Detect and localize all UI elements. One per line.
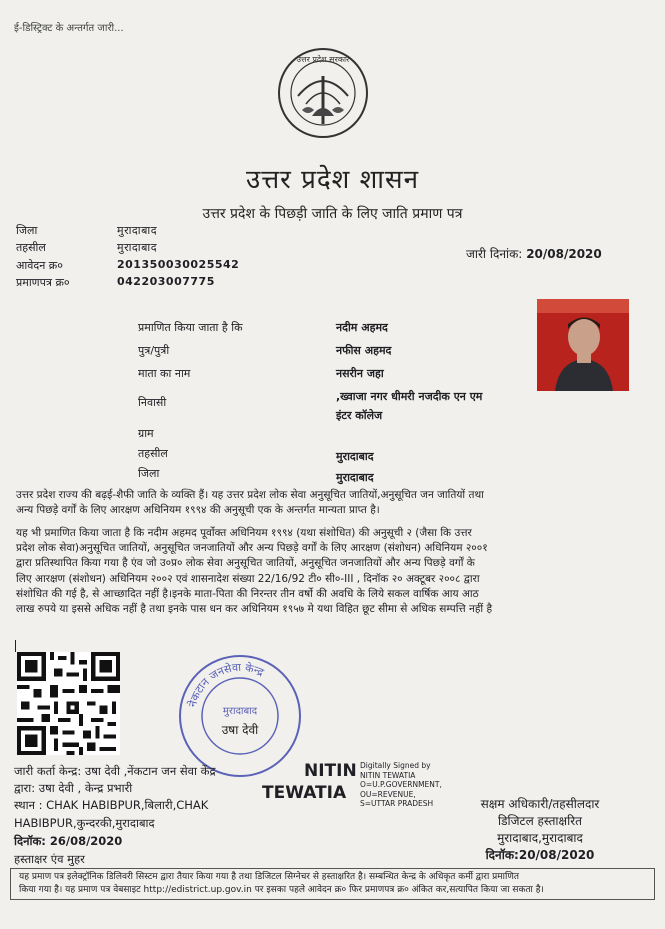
footer-disclaimer <box>10 868 655 900</box>
footer-line: यह प्रमाण पत्र इलेक्ट्रॉनिक डिलिवरी सिस्टम द्वारा तैयार किया गया है तथा डिजिटल सिग्नेचर से हस्ताक्षरित है। सम्बन्धित केन्द्र के अधिकृत कर्मी द्वारा प्रमाणित <box>19 872 519 882</box>
creamy-layer-line: द्वारा प्रतिस्थापित किया गया है एंव जो उ०प्र० लोक सेवा अनुसूचित जातियों, अनुसूचित जनजातियों और अन्य पिछड़े वर्गों के <box>16 557 475 570</box>
authority-block <box>455 795 625 863</box>
signature-line: OU=REVENUE, <box>360 789 416 799</box>
creamy-layer-line: यह भी प्रमाणित किया जाता है कि नदीम अहमद पूर्वोक्त अधिनियम १९९४ (यथा संशोधित) की अनुसूची २ (जैसा कि उत्तर <box>16 527 472 539</box>
document-subtitle: उत्तर प्रदेश के पिछड़ी जाति के लिए जाति प्रमाण पत्र <box>202 206 463 222</box>
issuer-center: जारी कर्ता केन्द्र: उषा देवी ,नेंकटान जन सेवा केंद्र <box>14 764 216 778</box>
authority-location: मुरादाबाद,मुरादाबाद <box>497 831 583 845</box>
issuer-place-line1: स्थान : CHAK HABIBPUR,बिलारी,CHAK <box>14 798 209 812</box>
issue-date-label: जारी दिनांक: <box>466 247 523 261</box>
applicant-name: नदीम अहमद <box>336 321 388 334</box>
digital-signer-name <box>262 760 357 804</box>
authority-title: सक्षम अधिकारी/तहसीलदार <box>480 797 600 811</box>
center-seal-stamp <box>173 650 307 780</box>
creamy-layer-line: लाख रुपये या इससे अधिक नहीं है तथा इनके पास धन कर अधिनियम १९५७ मे यथा विहित छूट सीमा से अधिक सम्पत्ति नहीं है <box>16 603 493 616</box>
issuer-date: दिनॉक: 26/08/2020 <box>14 834 123 848</box>
district-detail-value: मुरादाबाद <box>336 471 374 484</box>
resident-address-line2: इंटर कॉलेज <box>336 409 383 422</box>
application-number: 201350030025542 <box>117 258 240 271</box>
tehsil-detail-value: मुरादाबाद <box>336 450 374 463</box>
qr-code <box>17 652 120 755</box>
top-note: ई-डिस्ट्रिक्ट के अन्तर्गत जारी... <box>14 23 124 34</box>
district-value: मुरादाबाद <box>117 224 158 237</box>
issuer-signature-label: हस्ताक्षर एंव मुहर <box>14 852 85 866</box>
creamy-layer-line: प्रदेश लोक सेवा)अनुसूचित जातियों, अनुसूचित जनजातियों और अन्य पिछड़े वर्गों के लिए आरक्षण (संशोधन) अधिनियम २००१ <box>16 542 488 555</box>
creamy-layer-line: संशोधित की गई है, से आच्छादित नहीं है।इनके माता-पिता की निरन्तर तीन वर्षो की अवधि के लिये सकल वार्षिक आय आठ <box>16 587 479 600</box>
issuer-place-line2: HABIBPUR,कुन्दरकी,मुरादाबाद <box>14 816 155 830</box>
issue-date <box>466 245 602 262</box>
resident-address-line1: ,ख्वाजा नगर धीमरी नजदीक एन एम <box>336 390 483 403</box>
footer-line: किया गया है। यह प्रमाण पत्र वेबसाइट http://edistrict.up.gov.in पर इसका पहले आवेदन क्र० फिर प्रमाणपत्र क्र० अंकित कर,सत्यापित किया जा सकता है। <box>19 885 544 895</box>
seal-signature: उषा देवी <box>221 723 259 737</box>
seal-inner-text: मुरादाबाद <box>222 706 258 717</box>
issue-date-value: 20/08/2020 <box>526 247 602 261</box>
application-label: आवेदन क्र० <box>16 259 63 272</box>
signature-line: S=UTTAR PRADESH <box>360 799 434 809</box>
document-title: उत्तर प्रदेश शासन <box>245 165 420 195</box>
up-government-emblem <box>276 46 370 140</box>
signer-last-name: TEWATIA <box>262 783 347 803</box>
authority-date: दिनॉक:20/08/2020 <box>485 848 595 862</box>
seal-ring-text: नेकटान जनसेवा केन्द्र <box>186 660 266 709</box>
digital-signature-details <box>360 761 442 809</box>
margin-mark <box>15 640 16 652</box>
certificate-number: 042203007775 <box>117 275 215 288</box>
authority-digital-signed: डिजिटल हस्ताक्षरित <box>498 814 582 828</box>
tehsil-label: तहसील <box>16 241 46 254</box>
svg-text:नेकटान जनसेवा केन्द्र <box>186 661 266 709</box>
tehsil-detail-label: तहसील <box>138 447 168 460</box>
caste-paragraph-line: उत्तर प्रदेश राज्य की बढ़ई-शैफी जाति के व्यक्ति हैं। यह उत्तर प्रदेश लोक सेवा अनुसूचित जातियों,अनुसूचित जन जातियों तथा <box>16 489 484 501</box>
mother-label: माता का नाम <box>138 367 191 380</box>
creamy-layer-line: लिए आरक्षण (संशोधन) अधिनियम २००२ एवं शासनादेश संख्या 22/16/92 टी० सी०-III , दिनॉक २० अक्टूबर २००८ द्वारा <box>16 572 480 585</box>
certify-label: प्रमाणित किया जाता है कि <box>138 321 243 334</box>
applicant-photo <box>537 299 629 391</box>
issuer-by: द्वारा: उषा देवी , केन्द्र प्रभारी <box>14 781 133 795</box>
emblem-text: उत्तर प्रदेश सरकार <box>296 55 350 64</box>
creamy-layer-paragraph <box>16 526 652 617</box>
village-label: ग्राम <box>138 427 154 440</box>
resident-label: निवासी <box>138 396 167 409</box>
tehsil-value: मुरादाबाद <box>117 241 158 254</box>
signature-line: O=U.P.GOVERNMENT, <box>360 780 442 790</box>
father-name: नफीस अहमद <box>336 344 392 357</box>
caste-paragraph-line: अन्य पिछड़े वर्गों के लिए आरक्षण अधिनियम १९९४ की अनुसूची एक के अन्तर्गत मान्यता प्राप्त है। <box>16 504 380 517</box>
district-label: जिला <box>16 224 38 237</box>
signature-line: Digitally Signed by <box>360 761 431 770</box>
certificate-label: प्रमाणपत्र क्र० <box>16 276 70 289</box>
relation-label: पुत्र/पुत्री <box>138 344 170 357</box>
signer-first-name: NITIN <box>304 761 357 781</box>
mother-name: नसरीन जहा <box>336 367 384 380</box>
district-detail-label: जिला <box>138 467 160 480</box>
signature-line: NITIN TEWATIA <box>360 770 416 780</box>
caste-paragraph <box>16 488 652 518</box>
